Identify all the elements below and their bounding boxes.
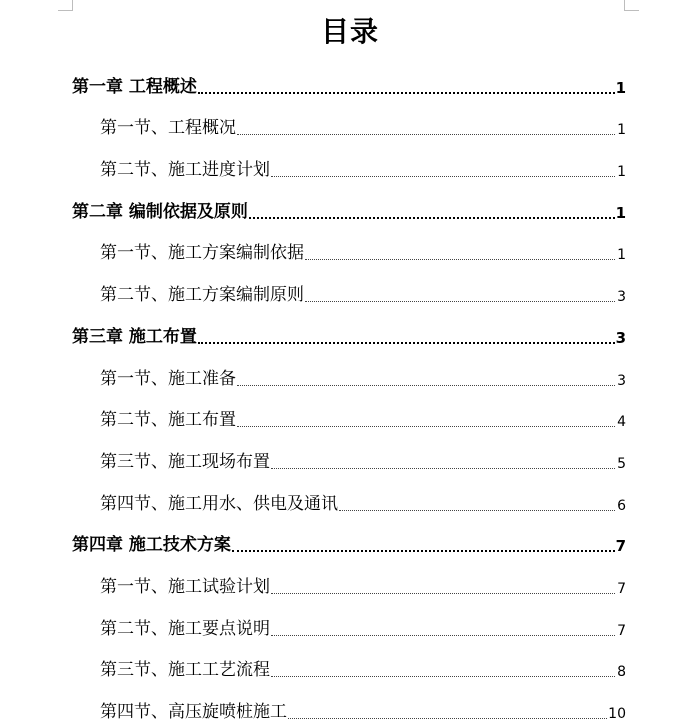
toc-page-number: 5 — [617, 455, 626, 472]
table-of-contents — [72, 56, 626, 723]
toc-section-entry[interactable] — [72, 681, 626, 723]
toc-entry-text: 第一章 工程概述 — [72, 76, 197, 97]
toc-dot-leader — [232, 539, 615, 553]
toc-dot-leader — [271, 581, 615, 595]
toc-section-entry[interactable] — [72, 264, 626, 306]
toc-chapter-entry[interactable] — [72, 181, 626, 223]
toc-page-number: 7 — [615, 537, 626, 556]
toc-entry-text: 第一节、施工方案编制依据 — [100, 243, 304, 264]
toc-page-number: 7 — [617, 580, 626, 597]
toc-page-number: 7 — [617, 622, 626, 639]
toc-page-number: 3 — [617, 372, 626, 389]
toc-entry-text: 第三节、施工工艺流程 — [100, 660, 270, 681]
toc-dot-leader — [305, 289, 615, 303]
toc-section-entry[interactable] — [72, 640, 626, 682]
toc-entry-text: 第四节、施工用水、供电及通讯 — [100, 493, 338, 514]
toc-entry-text: 第三节、施工现场布置 — [100, 451, 270, 472]
toc-entry-text: 第二章 编制依据及原则 — [72, 201, 248, 222]
toc-section-entry[interactable] — [72, 139, 626, 181]
toc-dot-leader — [198, 81, 615, 95]
toc-page-number: 6 — [617, 497, 626, 514]
toc-dot-leader — [271, 164, 615, 178]
toc-entry-text: 第一节、工程概况 — [100, 118, 236, 139]
toc-entry-text: 第二节、施工进度计划 — [100, 160, 270, 181]
toc-entry-text: 第一节、施工试验计划 — [100, 576, 270, 597]
toc-chapter-entry[interactable] — [72, 56, 626, 98]
toc-dot-leader — [305, 247, 615, 261]
toc-page-number: 1 — [617, 122, 626, 139]
toc-page-number: 1 — [615, 78, 626, 97]
toc-entry-text: 第四章 施工技术方案 — [72, 535, 231, 556]
toc-dot-leader — [271, 623, 615, 637]
toc-dot-leader — [339, 498, 615, 512]
toc-section-entry[interactable] — [72, 223, 626, 265]
toc-page-number: 1 — [615, 203, 626, 222]
toc-entry-text: 第二节、施工布置 — [100, 410, 236, 431]
toc-section-entry[interactable] — [72, 348, 626, 390]
toc-entry-text: 第二节、施工要点说明 — [100, 618, 270, 639]
page-title: 目录 — [320, 15, 379, 48]
toc-dot-leader — [237, 373, 615, 387]
toc-entry-text: 第三章 施工布置 — [72, 326, 197, 347]
toc-section-entry[interactable] — [72, 556, 626, 598]
toc-page-number: 4 — [617, 414, 626, 431]
toc-page-number: 3 — [615, 328, 626, 347]
toc-entry-text: 第二节、施工方案编制原则 — [100, 285, 304, 306]
toc-section-entry[interactable] — [72, 473, 626, 515]
toc-dot-leader — [237, 122, 615, 136]
toc-dot-leader — [271, 456, 615, 470]
toc-dot-leader — [198, 331, 615, 345]
toc-entry-text: 第四节、高压旋喷桩施工 — [100, 702, 287, 722]
toc-section-entry[interactable] — [72, 598, 626, 640]
toc-page-number: 3 — [617, 289, 626, 306]
toc-page-number: 1 — [617, 164, 626, 181]
toc-page-number: 10 — [608, 706, 626, 722]
toc-section-entry[interactable] — [72, 390, 626, 432]
toc-dot-leader — [271, 664, 615, 678]
toc-entry-text: 第一节、施工准备 — [100, 368, 236, 389]
toc-dot-leader — [288, 706, 607, 720]
toc-page-number: 1 — [617, 247, 626, 264]
toc-dot-leader — [249, 206, 615, 220]
toc-chapter-entry[interactable] — [72, 306, 626, 348]
toc-page-number: 8 — [617, 664, 626, 681]
toc-chapter-entry[interactable] — [72, 515, 626, 557]
toc-section-entry[interactable] — [72, 431, 626, 473]
toc-dot-leader — [237, 414, 615, 428]
toc-section-entry[interactable] — [72, 98, 626, 140]
